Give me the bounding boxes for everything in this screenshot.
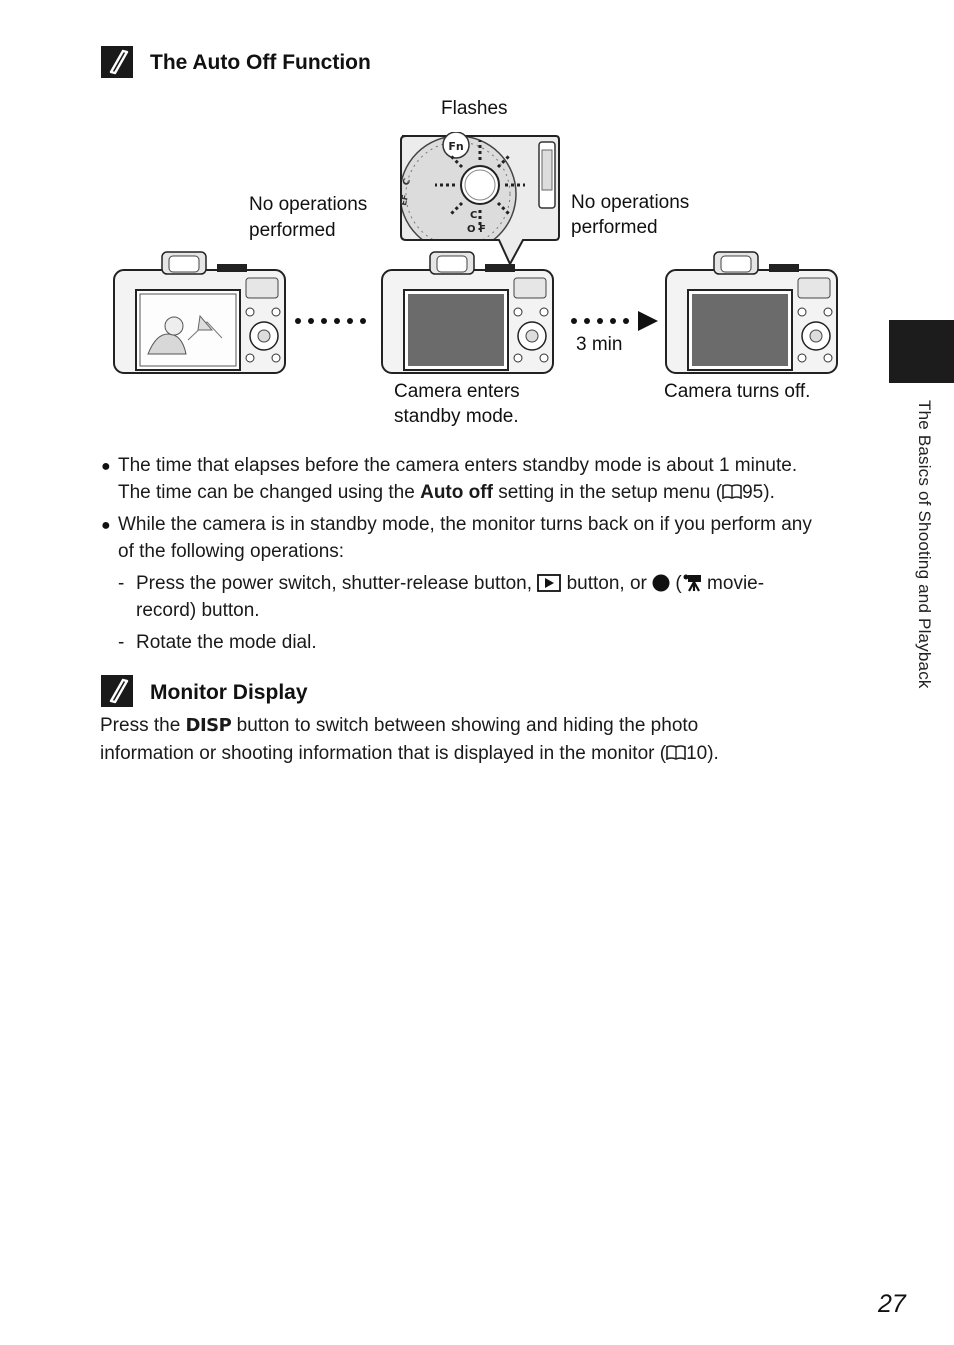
page-number: 27 [878,1290,906,1318]
camera-standby [380,250,556,376]
dial-fn-text: Fn [448,140,464,153]
disp-button-label: DISP [185,715,232,736]
section-title-monitor-display: Monitor Display [150,681,308,704]
playback-button-icon [537,574,561,592]
power-lamp-callout [398,132,562,267]
label-no-ops-left-2: performed [249,220,336,241]
dash-1-line-1: Press the power switch, shutter-release button, button, or ( movie- [136,573,765,594]
bullet-dot-2: ● [101,517,111,534]
dash-2-line-1: Rotate the mode dial. [136,632,317,653]
note-pencil-icon [101,46,133,78]
label-standby-1: Camera enters [394,381,520,402]
label-no-ops-right-1: No operations [571,192,690,213]
label-turns-off: Camera turns off. [664,381,811,402]
dash-1: - [118,573,125,594]
dash-2: - [118,632,125,653]
bullet-2-line-1: While the camera is in standby mode, the monitor turns back on if you perform any [118,514,812,535]
lamp-on-text: C [470,210,478,221]
bullet-1-line-2: The time can be changed using the Auto off setting in the setup menu ( 95). [118,482,775,503]
label-no-ops-right-2: performed [571,217,658,238]
book-reference-icon-2 [666,745,686,760]
dotted-arrow-2 [568,310,660,332]
section-title-auto-off: The Auto Off Function [150,51,371,74]
movie-camera-icon [682,574,702,592]
label-3-min: 3 min [576,334,623,355]
dotted-connector-1 [292,314,372,328]
chapter-side-label: The Basics of Shooting and Playback [915,400,934,689]
monitor-line-2: information or shooting information that is displayed in the monitor ( 10). [100,743,719,764]
lamp-off-text: O F [467,224,486,235]
book-reference-icon [722,484,742,499]
label-standby-2: standby mode. [394,406,519,427]
bullet-2-line-2: of the following operations: [118,541,345,562]
monitor-line-1: Press the DISP button to switch between showing and hiding the photo [100,715,699,736]
chapter-tab-marker [889,320,954,383]
bullet-1-line-1: The time that elapses before the camera enters standby mode is about 1 minute. [118,455,798,476]
label-flashes: Flashes [441,98,508,119]
dash-1-line-2: record) button. [136,600,260,621]
svg-text:C: C [401,177,414,188]
camera-off [664,250,840,376]
bullet-dot-1: ● [101,458,111,475]
svg-text:EF: EF [399,194,410,207]
camera-monitor-on [112,250,288,376]
note-pencil-icon-2 [101,675,133,707]
label-no-ops-left-1: No operations [249,194,368,215]
movie-record-button-icon [652,574,670,592]
auto-off-setting-name: Auto off [420,482,493,503]
